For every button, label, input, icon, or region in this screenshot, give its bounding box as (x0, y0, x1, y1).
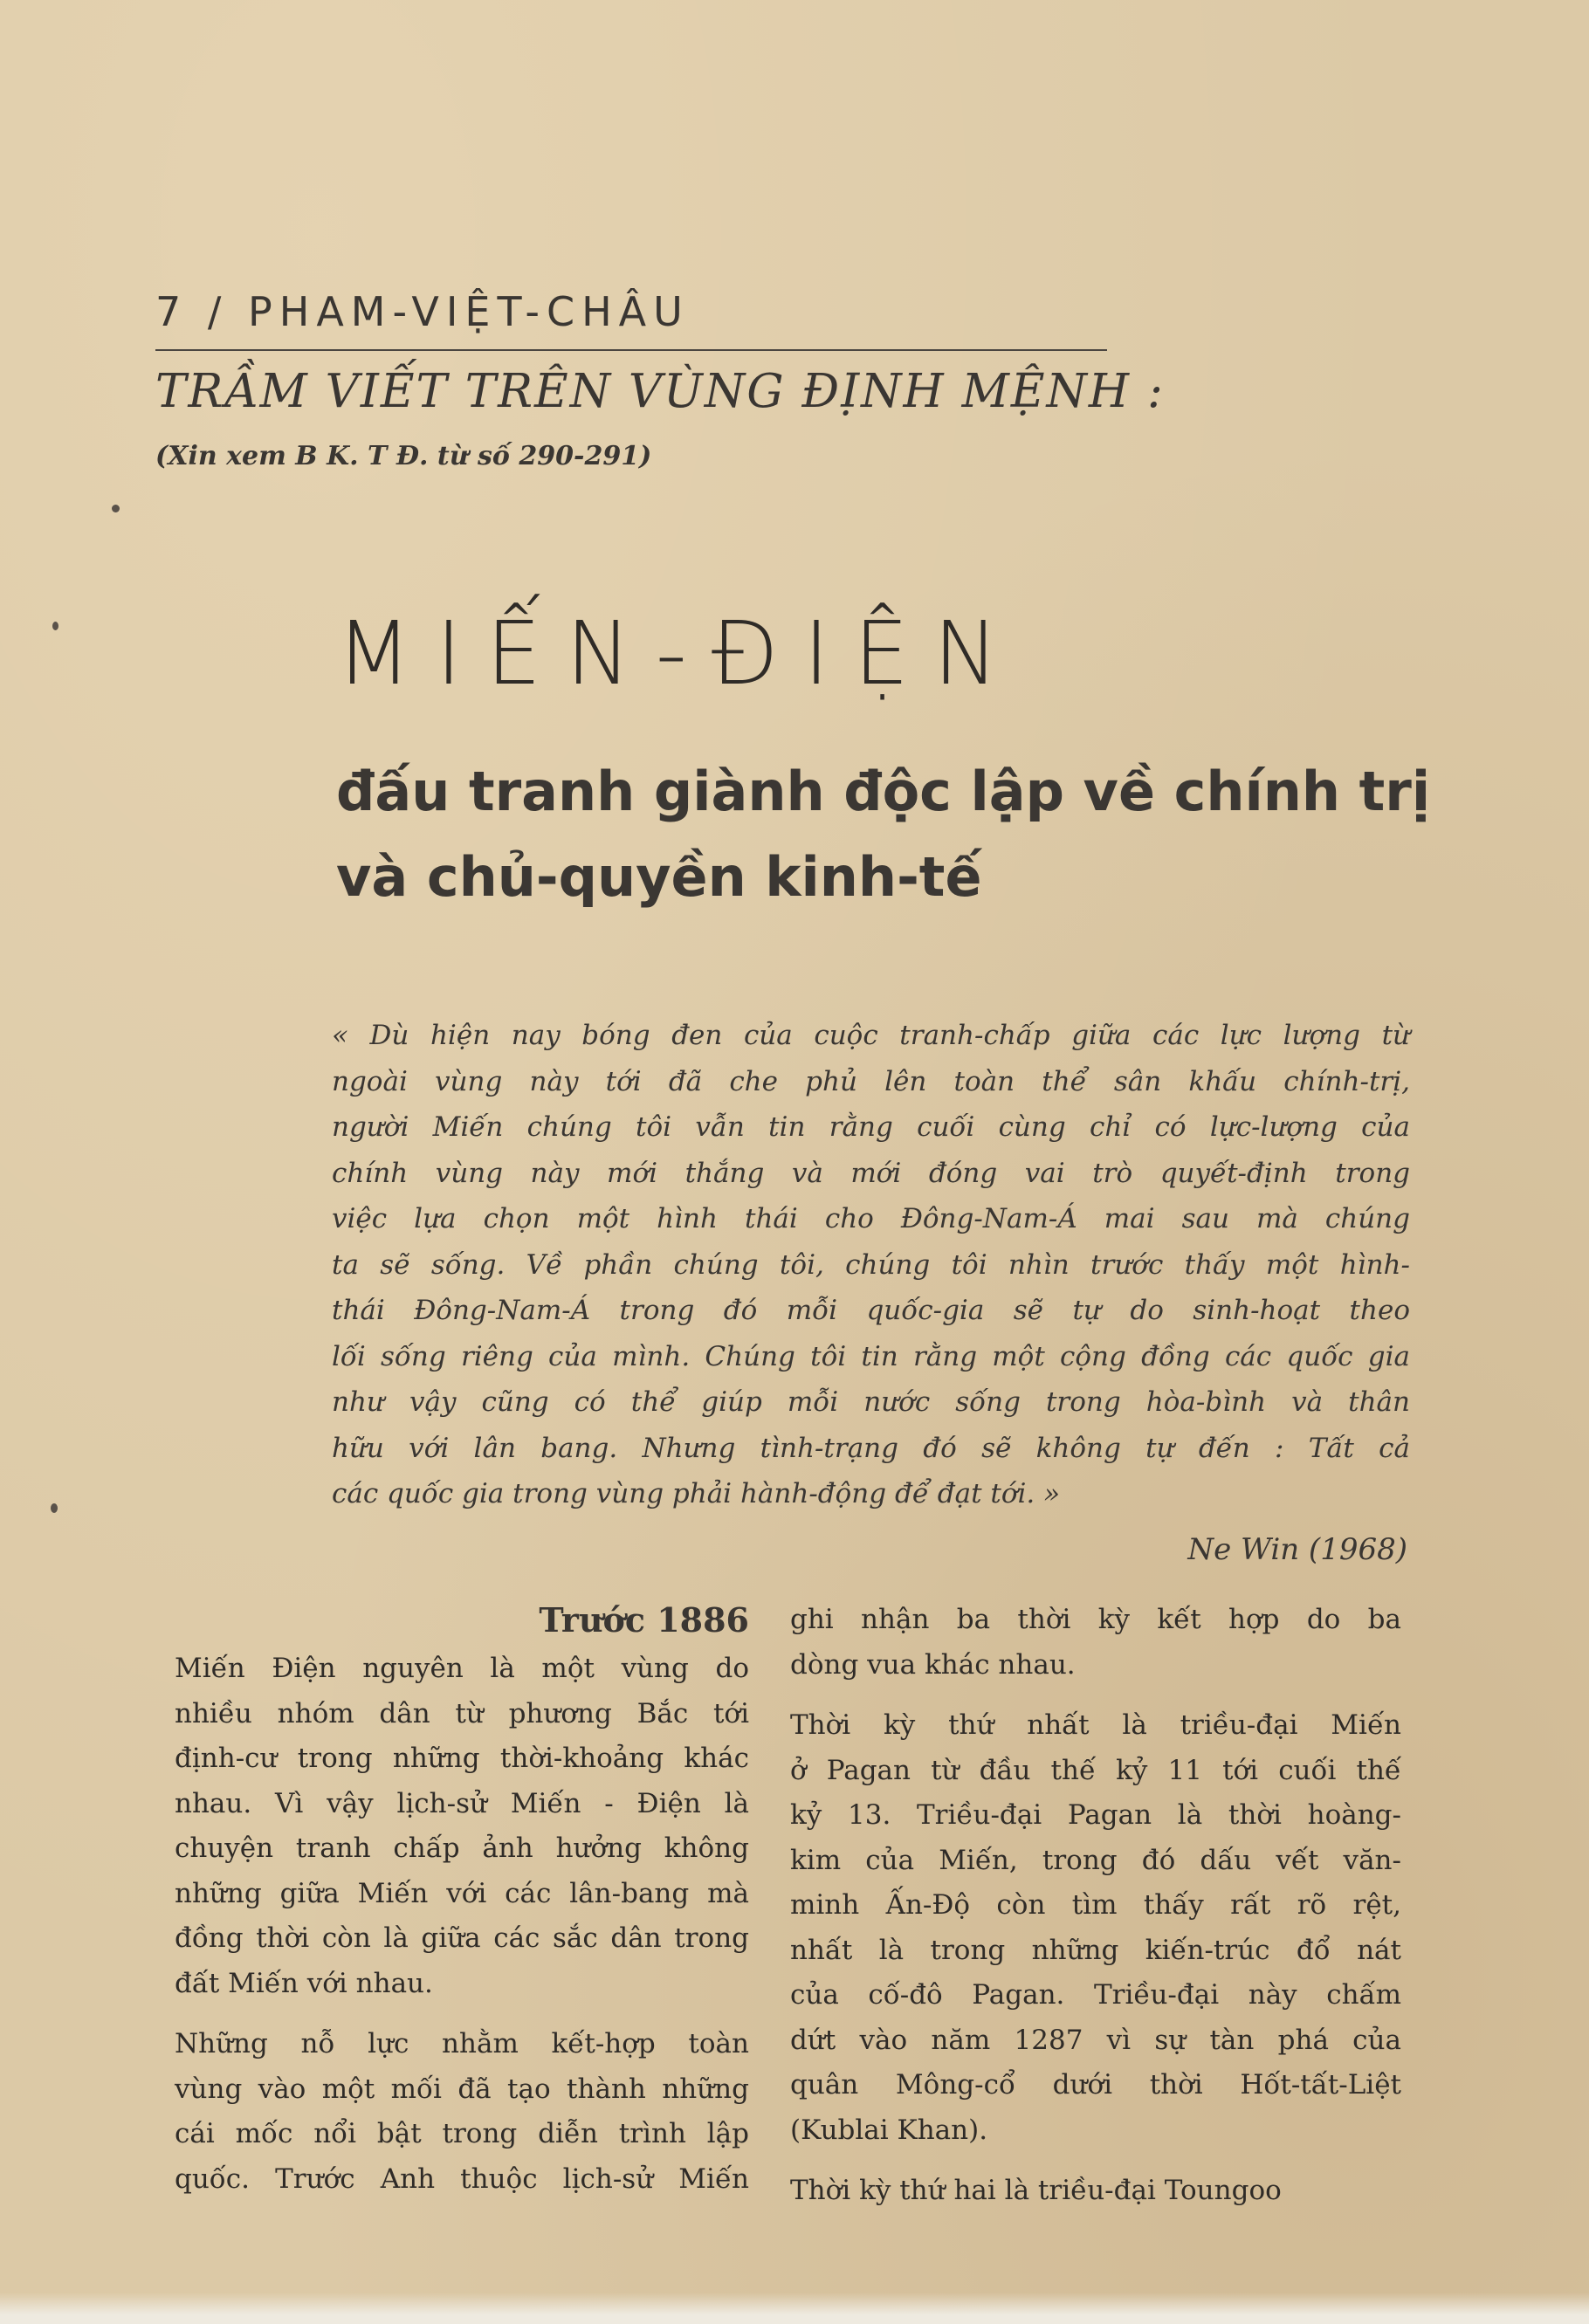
text-line: Thời kỳ thứ hai là triều-đại Toungoo (790, 2175, 1282, 2206)
header-rule (155, 349, 1107, 351)
subtitle-line: đấu tranh giành độc lập về chính trị (336, 760, 1431, 823)
text-line: quân Mông-cổ dưới thời Hốt-tất-Liệt (790, 2069, 1401, 2101)
text-line: quốc. Trước Anh thuộc lịch-sử Miến (175, 2162, 749, 2195)
paper-speck (112, 505, 120, 512)
author-line: 7 / PHAM-VIỆT-CHÂU (155, 288, 690, 335)
quote-line: ngoài vùng này tới đã che phủ lên toàn thể sân khấu chính-trị, (332, 1065, 1410, 1097)
text-line: vùng vào một mối đã tạo thành những (175, 2073, 749, 2105)
text-line: đồng thời còn là giữa các sắc dân trong (175, 1922, 749, 1954)
text-line: Thời kỳ thứ nhất là triều-đại Miến (790, 1709, 1401, 1741)
paragraph-gap (175, 2006, 749, 2022)
text-line: cái mốc nổi bật trong diễn trình lập (175, 2118, 749, 2149)
quote-line: người Miến chúng tôi vẫn tin rằng cuối cùng chỉ có lực-lượng của (332, 1111, 1410, 1143)
quote-line: « Dù hiện nay bóng đen của cuộc tranh-chấp giữa các lực lượng từ (332, 1020, 1410, 1051)
text-line: dòng vua khác nhau. (790, 1648, 1076, 1681)
text-line: ở Pagan từ đầu thế kỷ 11 tới cuối thế (790, 1754, 1401, 1786)
text-line: ghi nhận ba thời kỳ kết hợp do ba (790, 1604, 1401, 1635)
text-line: đất Miến với nhau. (175, 1967, 433, 1999)
quote-attribution: Ne Win (1968) (1187, 1532, 1407, 1567)
text-line: Những nỗ lực nhằm kết-hợp toàn (175, 2028, 749, 2059)
text-line: kỷ 13. Triều-đại Pagan là thời hoàng- (790, 1799, 1401, 1831)
paper-speck (52, 622, 58, 630)
right-column (790, 1598, 1401, 2214)
paragraph-gap (790, 2153, 1401, 2169)
text-line: nhau. Vì vậy lịch-sử Miến - Điện là (175, 1787, 749, 1819)
quote-line: chính vùng này mới thắng và mới đóng vai trò quyết-định trong (332, 1157, 1410, 1189)
paragraph (790, 1703, 1401, 2153)
text-line: nhiều nhóm dân từ phương Bắc tới (175, 1697, 749, 1729)
paragraph (790, 2169, 1401, 2214)
series-title: TRẦM VIẾT TRÊN VÙNG ĐỊNH MỆNH : (155, 365, 1165, 418)
paragraph (175, 1647, 749, 2006)
subtitle-line: và chủ-quyền kinh-tế (336, 845, 982, 909)
epigraph-quote (332, 1013, 1410, 1517)
left-column (175, 1598, 749, 2202)
quote-line: hữu với lân bang. Nhưng tình-trạng đó sẽ không tự đến : Tất cả (332, 1432, 1410, 1464)
text-line: nhất là trong những kiến-trúc đổ nát (790, 1934, 1401, 1966)
article-title: MIẾN-ĐIỆN (336, 602, 1023, 705)
text-line: (Kublai Khan). (790, 2114, 988, 2146)
paragraph (175, 2022, 749, 2202)
quote-line: lối sống riêng của mình. Chúng tôi tin rằng một cộng đồng các quốc gia (332, 1340, 1410, 1372)
quote-line: các quốc gia trong vùng phải hành-động để đạt tới. » (332, 1478, 1061, 1509)
text-line: Miến Điện nguyên là một vùng do (175, 1653, 749, 1684)
text-line: minh Ấn-Độ còn tìm thấy rất rõ rệt, (790, 1889, 1401, 1921)
text-line: của cố-đô Pagan. Triều-đại này chấm (790, 1979, 1401, 2011)
text-line: kim của Miến, trong đó dấu vết văn- (790, 1844, 1401, 1876)
quote-line: thái Đông-Nam-Á trong đó mỗi quốc-gia sẽ tự do sinh-hoạt theo (332, 1295, 1410, 1326)
text-line: định-cư trong những thời-khoảng khác (175, 1743, 749, 1774)
text-line: chuyện tranh chấp ảnh hưởng không (175, 1832, 749, 1864)
quote-line: như vậy cũng có thể giúp mỗi nước sống trong hòa-bình và thân (332, 1386, 1410, 1418)
quote-line: việc lựa chọn một hình thái cho Đông-Nam-Á mai sau mà chúng (332, 1203, 1410, 1234)
section-heading: Trước 1886 (539, 1600, 749, 1640)
text-line: dứt vào năm 1287 vì sự tàn phá của (790, 2024, 1401, 2056)
paragraph-gap (790, 1688, 1401, 1703)
text-line: những giữa Miến với các lân-bang mà (175, 1877, 749, 1909)
article-subtitle (336, 749, 1436, 920)
paper-edge (0, 2293, 1589, 2324)
series-note: (Xin xem B K. T Đ. từ số 290-291) (155, 441, 652, 471)
paper-speck (51, 1503, 58, 1513)
quote-line: ta sẽ sống. Về phần chúng tôi, chúng tôi nhìn trước thấy một hình- (332, 1248, 1410, 1281)
paragraph (790, 1598, 1401, 1688)
